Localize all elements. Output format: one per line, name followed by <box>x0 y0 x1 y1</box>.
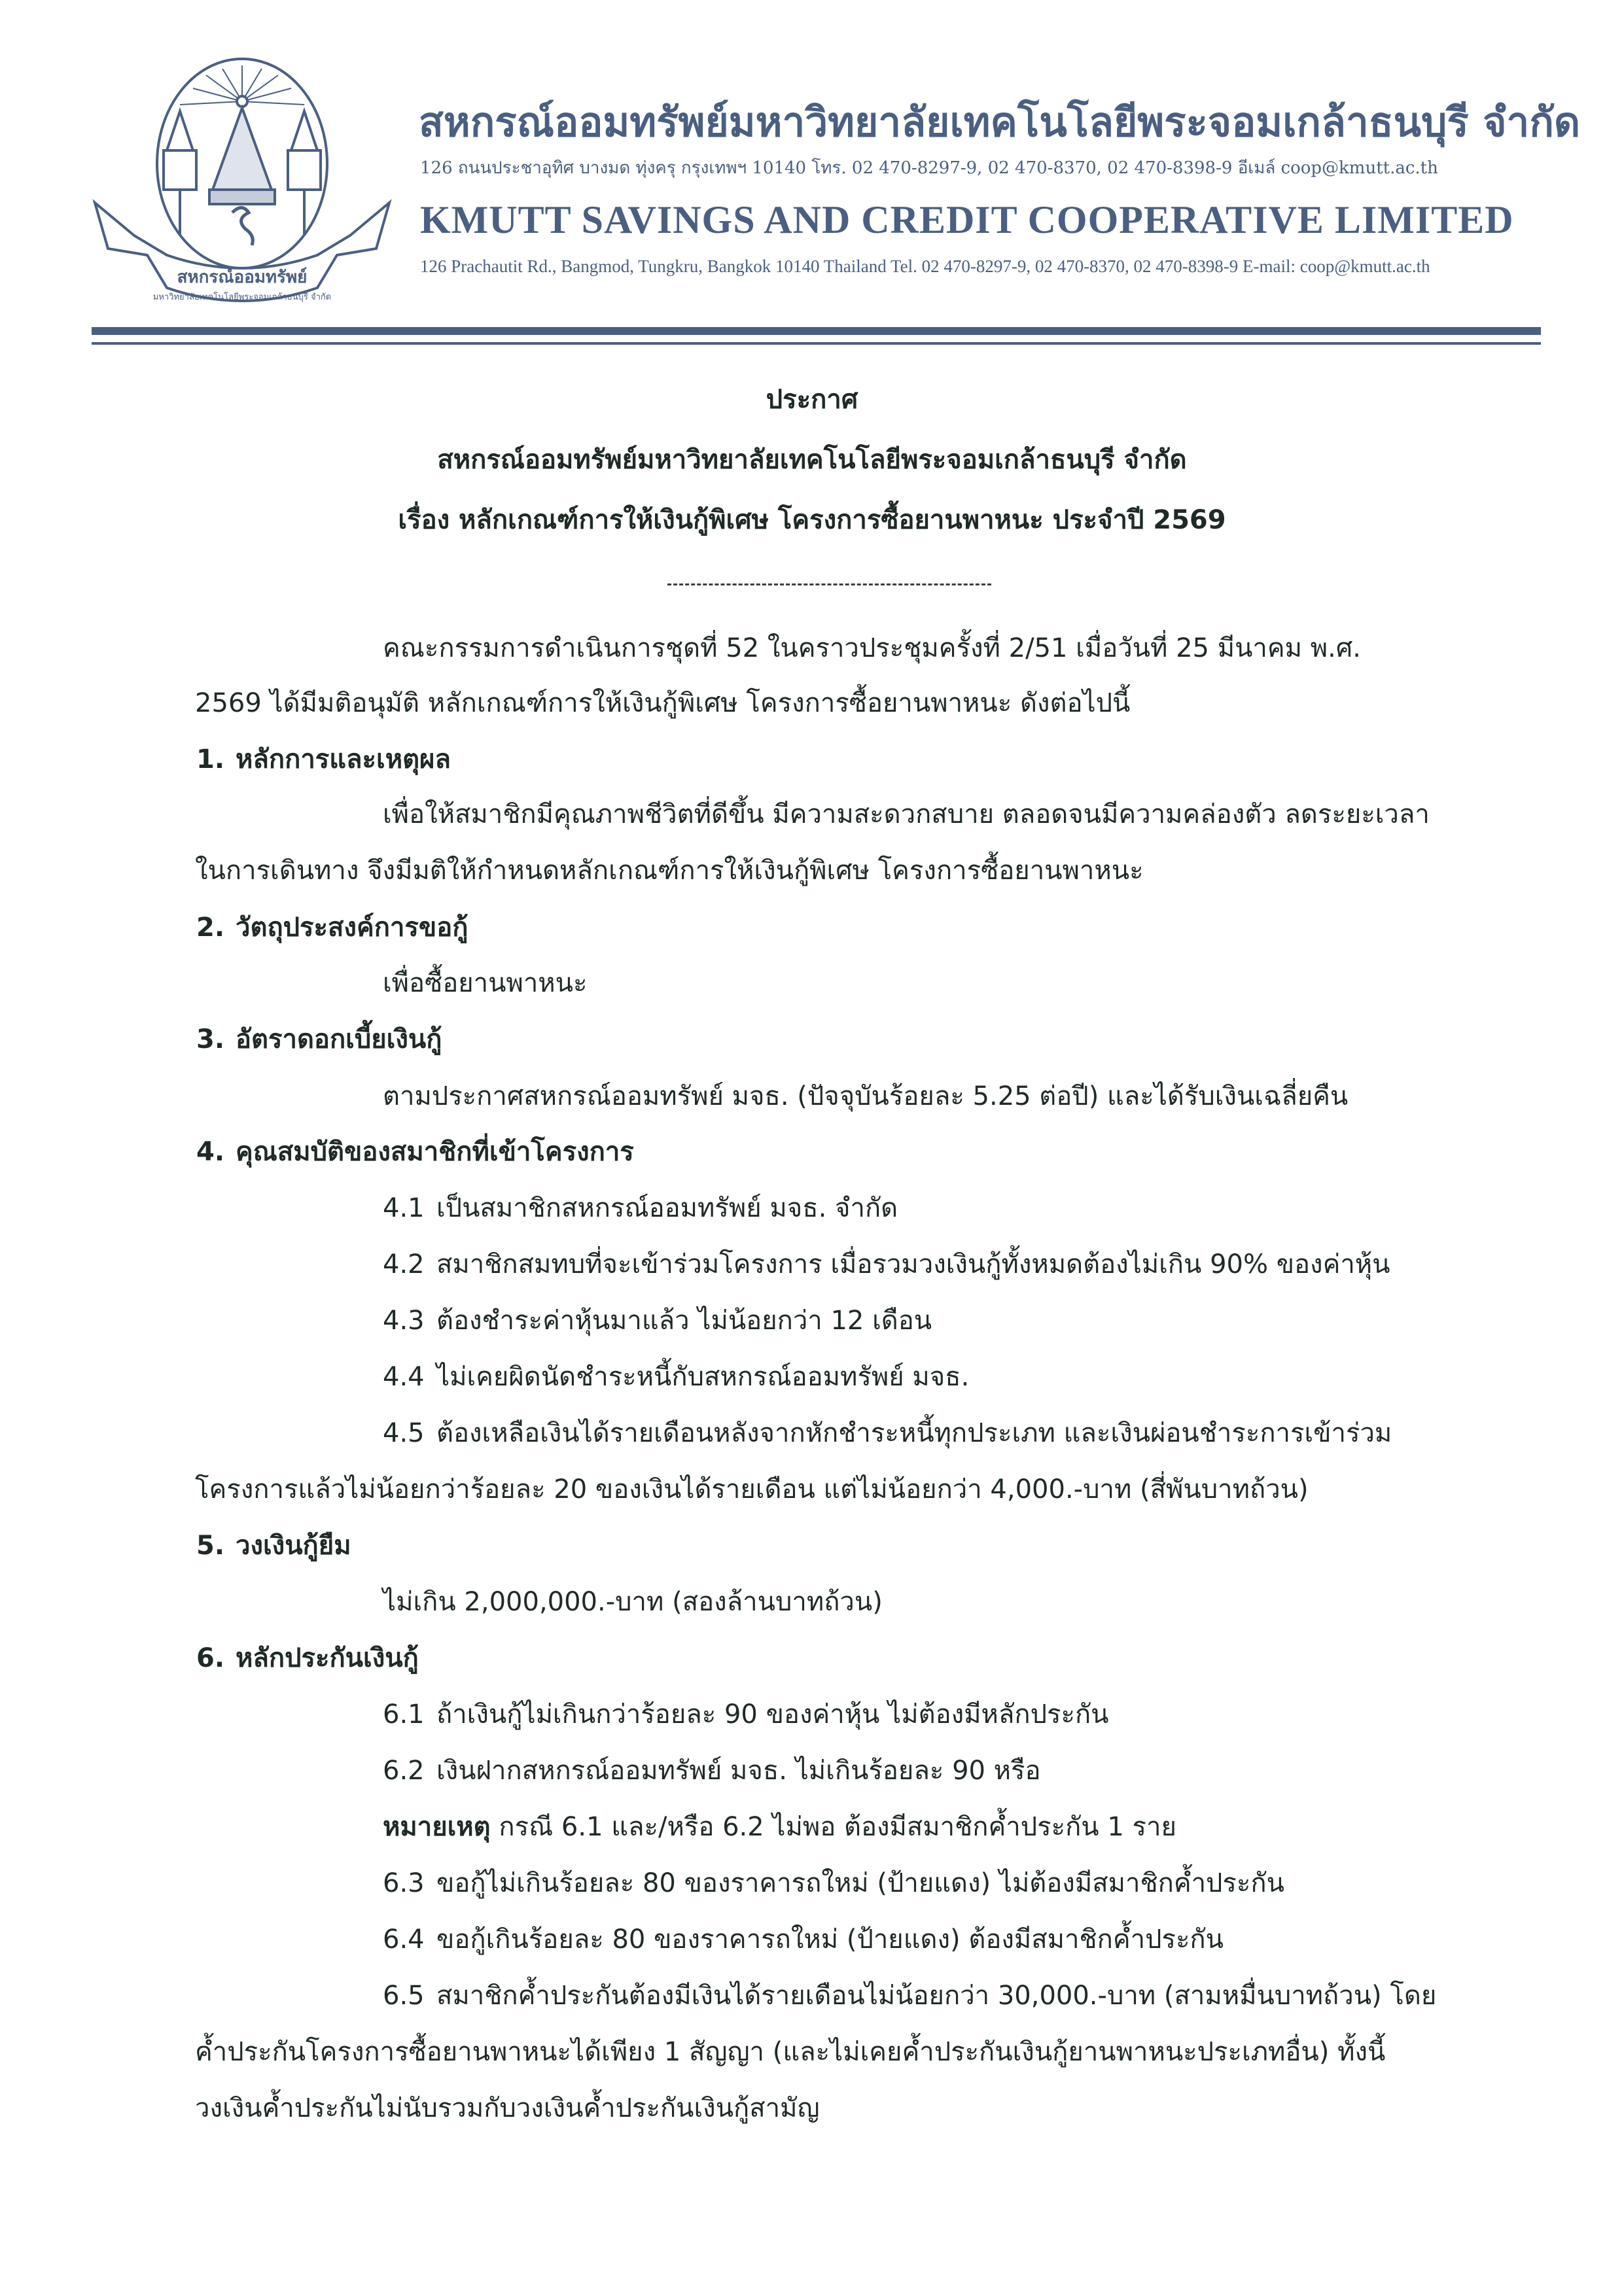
note-text: กรณี 6.1 และ/หรือ 6.2 ไม่พอ ต้องมีสมาชิกค้ำประกัน 1 ราย <box>490 1812 1176 1842</box>
item-6-5-continuation-1: ค้ำประกันโครงการซื้อยานพาหนะได้เพียง 1 สัญญา (และไม่เคยค้ำประกันเงินกู้ยานพาหนะประเภทอื่น) ทั้งนี้ <box>195 2037 1386 2067</box>
letterhead <box>0 0 1624 366</box>
intro-line-1: คณะกรรมการดำเนินการชุดที่ 52 ในคราวประชุมครั้งที่ 2/51 เมื่อวันที่ 25 มีนาคม พ.ศ. <box>383 633 1361 663</box>
section-heading-6: 6. หลักประกันเงินกู้ <box>196 1643 419 1673</box>
item-4-2: 4.2 สมาชิกสมทบที่จะเข้าร่วมโครงการ เมื่อรวมวงเงินกู้ทั้งหมดต้องไม่เกิน 90% ของค่าหุ้น <box>383 1249 1390 1279</box>
seal-ribbon-bottom: มหาวิทยาลัยเทคโนโลยีพระจอมเกล้าธนบุรี จำกัด <box>152 292 332 302</box>
seal-ribbon-top: สหกรณ์ออมทรัพย์ <box>177 268 308 287</box>
item-4-5: 4.5 ต้องเหลือเงินได้รายเดือนหลังจากหักชำระหนี้ทุกประเภท และเงินผ่อนชำระการเข้าร่วม <box>383 1418 1392 1448</box>
item-6-3: 6.3 ขอกู้ไม่เกินร้อยละ 80 ของราคารถใหม่ (ป้ายแดง) ไม่ต้องมีสมาชิกค้ำประกัน <box>383 1868 1284 1898</box>
section-6-note <box>383 1805 1176 1847</box>
title-divider <box>667 583 991 585</box>
item-4-5-continuation: โครงการแล้วไม่น้อยกว่าร้อยละ 20 ของเงินได้รายเดือน แต่ไม่น้อยกว่า 4,000.-บาท (สี่พันบาทถ้วน) <box>195 1474 1309 1505</box>
item-6-5: 6.5 สมาชิกค้ำประกันต้องมีเงินได้รายเดือนไม่น้อยกว่า 30,000.-บาท (สามหมื่นบาทถ้วน) โดย <box>383 1981 1437 2011</box>
address-english: 126 Prachautit Rd., Bangmod, Tungkru, Bangkok 10140 Thailand Tel. 02 470-8297-9, 02 470-8370, 02 470-8398-9 E-mail: coop@kmutt.ac.th <box>420 256 1430 276</box>
section-1-line-1: เพื่อให้สมาชิกมีคุณภาพชีวิตที่ดีขึ้น มีความสะดวกสบาย ตลอดจนมีความคล่องตัว ลดระยะเวลา <box>383 799 1430 829</box>
item-6-4: 6.4 ขอกู้เกินร้อยละ 80 ของราคารถใหม่ (ป้ายแดง) ต้องมีสมาชิกค้ำประกัน <box>383 1924 1224 1955</box>
item-6-2: 6.2 เงินฝากสหกรณ์ออมทรัพย์ มจธ. ไม่เกินร้อยละ 90 หรือ <box>383 1756 1041 1786</box>
announcement-issuer: สหกรณ์ออมทรัพย์มหาวิทยาลัยเทคโนโลยีพระจอมเกล้าธนบุรี จำกัด <box>437 445 1187 475</box>
item-4-4: 4.4 ไม่เคยผิดนัดชำระหนี้กับสหกรณ์ออมทรัพย์ มจธ. <box>383 1362 970 1392</box>
item-4-1: 4.1 เป็นสมาชิกสหกรณ์ออมทรัพย์ มจธ. จำกัด <box>383 1193 898 1223</box>
note-label: หมายเหตุ <box>383 1812 491 1842</box>
item-6-1: 6.1 ถ้าเงินกู้ไม่เกินกว่าร้อยละ 90 ของค่าหุ้น ไม่ต้องมีหลักประกัน <box>383 1699 1109 1730</box>
section-heading-1: 1. หลักการและเหตุผล <box>196 744 451 774</box>
section-2-line-1: เพื่อซื้อยานพาหนะ <box>383 968 588 998</box>
announcement-type: ประกาศ <box>766 385 858 415</box>
section-heading-5: 5. วงเงินกู้ยืม <box>196 1531 351 1561</box>
org-name-thai: สหกรณ์ออมทรัพย์มหาวิทยาลัยเทคโนโลยีพระจอมเกล้าธนบุรี จำกัด <box>419 98 1581 146</box>
section-5-line-1: ไม่เกิน 2,000,000.-บาท (สองล้านบาทถ้วน) <box>383 1587 883 1617</box>
address-thai: 126 ถนนประชาอุทิศ บางมด ทุ่งครุ กรุงเทพฯ 10140 โทร. 02 470-8297-9, 02 470-8370, 02 470-8398-9 อีเมล์ coop@kmutt.ac.th <box>420 158 1438 178</box>
section-3-line-1: ตามประกาศสหกรณ์ออมทรัพย์ มจธ. (ปัจจุบันร้อยละ 5.25 ต่อปี) และได้รับเงินเฉลี่ยคืน <box>383 1081 1349 1111</box>
letterhead-rule-thick <box>92 327 1541 335</box>
cooperative-seal-icon <box>88 39 396 314</box>
letterhead-rule-thin <box>92 342 1541 345</box>
org-name-english: KMUTT SAVINGS AND CREDIT COOPERATIVE LIMITED <box>420 198 1514 241</box>
announcement-subject: เรื่อง หลักเกณฑ์การให้เงินกู้พิเศษ โครงการซื้อยานพาหนะ ประจำปี 2569 <box>398 505 1226 535</box>
intro-line-2: 2569 ได้มีมติอนุมัติ หลักเกณฑ์การให้เงินกู้พิเศษ โครงการซื้อยานพาหนะ ดังต่อไปนี้ <box>195 688 1131 718</box>
item-4-3: 4.3 ต้องชำระค่าหุ้นมาแล้ว ไม่น้อยกว่า 12 เดือน <box>383 1306 932 1336</box>
section-1-line-2: ในการเดินทาง จึงมีมติให้กำหนดหลักเกณฑ์การให้เงินกู้พิเศษ โครงการซื้อยานพาหนะ <box>195 856 1144 886</box>
item-6-5-continuation-2: วงเงินค้ำประกันไม่นับรวมกับวงเงินค้ำประกันเงินกู้สามัญ <box>195 2093 820 2123</box>
section-heading-4: 4. คุณสมบัติของสมาชิกที่เข้าโครงการ <box>196 1137 634 1167</box>
section-heading-2: 2. วัตถุประสงค์การขอกู้ <box>196 913 468 943</box>
section-heading-3: 3. อัตราดอกเบี้ยเงินกู้ <box>196 1024 442 1054</box>
